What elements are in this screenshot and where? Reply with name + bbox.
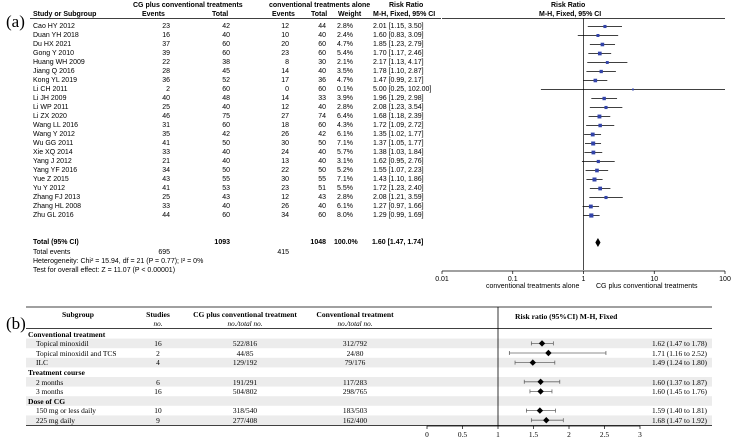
events1-cell: 37 [162, 41, 170, 48]
total1-col-header: Total [212, 11, 229, 18]
total1-cell: 40 [222, 158, 230, 165]
study-name: Li ZX 2020 [33, 113, 67, 120]
study-col-header: Study or Subgroup [33, 11, 97, 18]
ci-cell: 1.68 [1.18, 2.39] [373, 113, 424, 120]
total1-cell: 50 [222, 167, 230, 174]
weight-cell: 4.7% [337, 41, 353, 48]
events2-cell: 24 [281, 149, 289, 156]
subgroup-label: 225 mg daily [36, 415, 76, 425]
studies-cell: 6 [156, 377, 160, 387]
ci-cell-b: 1.62 (1.47 to 1.78) [652, 339, 708, 349]
events2-cell: 23 [281, 185, 289, 192]
events2-cell: 22 [281, 167, 289, 174]
events1-cell: 39 [162, 50, 170, 57]
point-estimate-b [537, 388, 543, 394]
subgroup-heading: Dose of CG [28, 396, 66, 406]
point-estimate [598, 187, 602, 191]
events1-cell: 28 [162, 68, 170, 75]
x-tick-label-b: 2.5 [599, 430, 610, 439]
conv-cell: 79/176 [344, 358, 366, 368]
conv-col-header: Conventional treatment [316, 310, 394, 319]
point-estimate [589, 213, 593, 217]
cg-cell: 191/291 [232, 377, 258, 387]
total1-cell: 60 [222, 122, 230, 129]
point-estimate [595, 169, 599, 173]
studies-col-header: Studies [146, 310, 170, 319]
events2-cell: 13 [281, 158, 289, 165]
events2-cell: 12 [281, 104, 289, 111]
ci-cell: 1.47 [0.99, 2.17] [373, 77, 424, 84]
rr-col-header: Risk ratio (95%CI) M-H, Fixed [515, 312, 618, 321]
events2-cell: 0 [285, 86, 289, 93]
total2-cell: 44 [318, 23, 326, 30]
studies-cell: 9 [156, 415, 160, 425]
ci-cell-b: 1.59 (1.40 to 1.81) [652, 406, 708, 416]
ci-cell: 1.62 [0.95, 2.76] [373, 158, 424, 165]
x-tick-label-b: 0.5 [457, 430, 468, 439]
total2-cell: 40 [318, 158, 326, 165]
ci-cell: 2.08 [1.21, 3.59] [373, 194, 424, 201]
events2-cell: 17 [281, 77, 289, 84]
cg-cell: 504/802 [232, 387, 258, 397]
conv-cell: 183/503 [342, 406, 368, 416]
ci-plot-header: M-H, Fixed, 95% CI [539, 11, 602, 18]
study-name: Zhu GL 2016 [33, 212, 74, 219]
total1-cell: 60 [222, 41, 230, 48]
total1-cell: 60 [222, 212, 230, 219]
weight-cell: 4.3% [337, 122, 353, 129]
events2-cell: 27 [281, 113, 289, 120]
total1-cell: 40 [222, 149, 230, 156]
total2-cell: 60 [318, 212, 326, 219]
cg-cell: 522/816 [232, 339, 258, 349]
point-estimate [598, 52, 602, 56]
weight-cell: 4.7% [337, 77, 353, 84]
weight-cell: 6.1% [337, 131, 353, 138]
events1-cell: 41 [162, 140, 170, 147]
studies-cell: 16 [154, 387, 162, 397]
total1-cell: 42 [222, 131, 230, 138]
total1-cell: 45 [222, 68, 230, 75]
ci-cell: 2.17 [1.13, 4.17] [373, 59, 424, 66]
cg-cell: 277/408 [232, 415, 258, 425]
cg-col-sub: no./total no. [227, 320, 263, 328]
studies-cell: 2 [156, 348, 160, 358]
events1-cell: 21 [162, 158, 170, 165]
rr-header-plot: Risk Ratio [551, 2, 586, 9]
subgroup-label: 150 mg or less daily [36, 406, 96, 416]
conv-cell: 298/765 [342, 387, 368, 397]
conv-cell: 24/80 [346, 348, 364, 358]
total1-cell: 60 [222, 50, 230, 57]
weight-cell: 5.7% [337, 149, 353, 156]
events1-cell: 43 [162, 176, 170, 183]
axis-label-right: CG plus conventional treatments [596, 283, 698, 290]
weight-cell: 6.4% [337, 113, 353, 120]
weight-cell: 5.2% [337, 167, 353, 174]
x-tick-label-a: 0.01 [435, 276, 449, 283]
study-name: Huang WH 2009 [33, 59, 85, 66]
group1-header: CG plus conventional treatments [133, 2, 243, 9]
x-tick-label-b: 2 [567, 430, 571, 439]
row-band [26, 396, 712, 406]
weight-cell: 2.8% [337, 23, 353, 30]
ci-cell: 1.70 [1.17, 2.46] [373, 50, 424, 57]
study-name: Wang LL 2016 [33, 122, 79, 129]
point-estimate [594, 79, 598, 83]
weight-cell: 2.1% [337, 59, 353, 66]
subgroup-label: ILC [36, 358, 48, 368]
study-name: Yang J 2012 [33, 158, 72, 165]
point-estimate [604, 196, 607, 199]
study-name: Yu Y 2012 [33, 185, 66, 192]
total-row-label: Total (95% CI) [33, 239, 79, 246]
overall-effect-text: Test for overall effect: Z = 11.07 (P < 0.00001) [33, 267, 176, 274]
ci-cell: 1.85 [1.23, 2.79] [373, 41, 424, 48]
events2-cell: 14 [281, 95, 289, 102]
total1-cell: 43 [222, 194, 230, 201]
point-estimate [592, 178, 596, 182]
ci-col-header: M-H, Fixed, 95% CI [373, 11, 436, 18]
events2-col-header: Events [272, 11, 295, 18]
total2-cell: 60 [318, 41, 326, 48]
x-tick-label-b: 0 [425, 430, 429, 439]
weight-cell: 7.1% [337, 140, 353, 147]
total1-cell: 60 [222, 86, 230, 93]
conv-cell: 312/792 [342, 339, 368, 349]
ci-cell-b: 1.68 (1.47 to 1.92) [652, 415, 708, 425]
total-weight: 100.0% [334, 239, 358, 246]
ci-cell-b: 1.60 (1.45 to 1.76) [652, 387, 708, 397]
heterogeneity-text: Heterogeneity: Chi² = 15.94, df = 21 (P = 0.77); I² = 0% [33, 258, 204, 265]
weight-cell: 0.1% [337, 86, 353, 93]
ci-cell: 2.01 [1.15, 3.50] [373, 23, 424, 30]
total1-cell: 55 [222, 176, 230, 183]
total2-cell: 30 [318, 59, 326, 66]
total2-col-header: Total [311, 11, 328, 18]
pooled-diamond [595, 238, 600, 247]
subgroup-heading: Conventional treatment [28, 329, 106, 339]
total-ci: 1.60 [1.47, 1.74] [372, 239, 424, 246]
total2-cell: 36 [318, 77, 326, 84]
events1-cell: 23 [162, 23, 170, 30]
events2-cell: 26 [281, 131, 289, 138]
x-tick-label-a: 1 [581, 276, 586, 283]
events2-cell: 10 [281, 32, 289, 39]
events2-cell: 30 [281, 176, 289, 183]
total2-cell: 60 [318, 86, 326, 93]
weight-cell: 2.8% [337, 104, 353, 111]
total1-value: 1093 [214, 239, 230, 246]
ci-cell-b: 1.71 (1.16 to 2.52) [652, 348, 708, 358]
study-name: Duan YH 2018 [33, 32, 79, 39]
cg-cell: 44/85 [236, 348, 254, 358]
events1-cell: 35 [162, 131, 170, 138]
study-name: Kong YL 2019 [33, 77, 77, 84]
cg-cell: 129/192 [232, 358, 258, 368]
total1-cell: 75 [222, 113, 230, 120]
events1-cell: 22 [162, 59, 170, 66]
total-events-2: 415 [277, 249, 289, 256]
events2-cell: 18 [281, 122, 289, 129]
total2-cell: 40 [318, 68, 326, 75]
point-estimate-b [537, 407, 543, 413]
subgroup-label: 2 months [36, 377, 64, 387]
ci-cell: 2.08 [1.23, 3.54] [373, 104, 424, 111]
total1-cell: 40 [222, 104, 230, 111]
ci-cell: 1.43 [1.10, 1.86] [373, 176, 424, 183]
study-name: Cao HY 2012 [33, 23, 75, 30]
events1-cell: 36 [162, 77, 170, 84]
axis-label-left: conventional treatments alone [486, 283, 580, 290]
total2-value: 1048 [310, 239, 326, 246]
total2-cell: 51 [318, 185, 326, 192]
point-estimate [591, 133, 595, 137]
events1-cell: 46 [162, 113, 170, 120]
x-tick-label-a: 0.1 [507, 276, 518, 283]
ci-cell: 1.78 [1.10, 2.87] [373, 68, 424, 75]
events1-cell: 34 [162, 167, 170, 174]
total1-cell: 52 [222, 77, 230, 84]
studies-cell: 16 [154, 339, 162, 349]
total2-cell: 40 [318, 104, 326, 111]
weight-col-header: Weight [338, 11, 362, 18]
weight-cell: 2.8% [337, 194, 353, 201]
events1-cell: 41 [162, 185, 170, 192]
total2-cell: 40 [318, 32, 326, 39]
x-tick-label-b: 1.5 [528, 430, 539, 439]
events1-cell: 25 [162, 104, 170, 111]
point-estimate [591, 142, 595, 146]
events1-cell: 33 [162, 149, 170, 156]
study-name: Li JH 2009 [33, 95, 67, 102]
total1-cell: 42 [222, 23, 230, 30]
ci-cell: 1.60 [0.83, 3.09] [373, 32, 424, 39]
ci-cell: 1.35 [1.02, 1.77] [373, 131, 424, 138]
study-name: Zhang HL 2008 [33, 203, 81, 210]
ci-cell: 1.27 [0.97, 1.66] [373, 203, 424, 210]
x-tick-label-a: 10 [650, 276, 659, 283]
cg-col-header: CG plus conventional treatment [193, 310, 297, 319]
ci-cell: 1.55 [1.07, 2.23] [373, 167, 424, 174]
subgroup-label: 3 months [36, 387, 64, 397]
total1-cell: 53 [222, 185, 230, 192]
events2-cell: 23 [281, 50, 289, 57]
events2-cell: 14 [281, 68, 289, 75]
events1-cell: 33 [162, 203, 170, 210]
conv-col-sub: no./total no. [337, 320, 373, 328]
ci-cell: 1.72 [1.23, 2.40] [373, 185, 424, 192]
point-estimate [597, 160, 600, 163]
events1-col-header: Events [142, 11, 165, 18]
study-name: Xie XQ 2014 [33, 149, 73, 156]
point-estimate [604, 106, 607, 109]
total2-cell: 50 [318, 167, 326, 174]
subgroup-label: Topical minoxidil [36, 339, 89, 349]
point-estimate [603, 25, 606, 28]
studies-cell: 10 [154, 406, 162, 416]
panel-label-a: (a) [6, 12, 25, 31]
events1-cell: 16 [162, 32, 170, 39]
conv-cell: 162/400 [342, 415, 368, 425]
total2-cell: 50 [318, 140, 326, 147]
x-tick-label-a: 100 [719, 276, 731, 283]
point-estimate [592, 151, 596, 155]
point-estimate [596, 34, 599, 37]
point-estimate [606, 61, 609, 64]
studies-cell: 4 [156, 358, 160, 368]
study-name: Yang YF 2016 [33, 167, 78, 174]
study-name: Wu GG 2011 [33, 140, 74, 147]
total2-cell: 60 [318, 122, 326, 129]
point-estimate [598, 124, 601, 127]
point-estimate [589, 205, 593, 209]
weight-cell: 8.0% [337, 212, 353, 219]
ci-cell: 1.72 [1.09, 2.72] [373, 122, 424, 129]
weight-cell: 5.4% [337, 50, 353, 57]
events2-cell: 12 [281, 194, 289, 201]
weight-cell: 3.5% [337, 68, 353, 75]
total1-cell: 40 [222, 32, 230, 39]
total2-cell: 55 [318, 176, 326, 183]
study-name: Li WP 2011 [33, 104, 69, 111]
weight-cell: 2.4% [337, 32, 353, 39]
events2-cell: 8 [285, 59, 289, 66]
study-name: Jiang Q 2016 [33, 68, 75, 75]
group2-header: conventional treatments alone [269, 2, 371, 9]
total-events-1: 695 [158, 249, 170, 256]
forest-plot-b [0, 305, 729, 441]
ci-cell: 1.38 [1.03, 1.84] [373, 149, 424, 156]
study-name: Li CH 2011 [33, 86, 68, 93]
studies-col-sub: no. [153, 320, 163, 328]
subgroup-heading: Treatment course [28, 367, 85, 377]
total2-cell: 33 [318, 95, 326, 102]
point-estimate [602, 97, 605, 100]
total-events-label: Total events [33, 249, 71, 256]
point-estimate [601, 43, 605, 47]
events2-cell: 26 [281, 203, 289, 210]
panel-label-b: (b) [6, 314, 26, 333]
events1-cell: 40 [162, 95, 170, 102]
weight-cell: 7.1% [337, 176, 353, 183]
events1-cell: 25 [162, 194, 170, 201]
events2-cell: 12 [281, 23, 289, 30]
total2-cell: 40 [318, 149, 326, 156]
ci-cell: 1.96 [1.29, 2.98] [373, 95, 424, 102]
study-name: Zhang FJ 2013 [33, 194, 81, 201]
x-tick-label-b: 1 [496, 430, 500, 439]
ci-cell: 1.37 [1.05, 1.77] [373, 140, 424, 147]
subgroup-label: Topical minoxidil and TCS [36, 348, 117, 358]
total1-cell: 40 [222, 203, 230, 210]
cg-cell: 318/540 [232, 406, 258, 416]
events2-cell: 20 [281, 41, 289, 48]
total1-cell: 50 [222, 140, 230, 147]
events2-cell: 34 [281, 212, 289, 219]
point-estimate [600, 70, 603, 73]
events1-cell: 31 [162, 122, 170, 129]
total1-cell: 48 [222, 95, 230, 102]
weight-cell: 3.9% [337, 95, 353, 102]
events2-cell: 30 [281, 140, 289, 147]
point-estimate [632, 89, 634, 91]
total1-cell: 38 [222, 59, 230, 66]
total2-cell: 74 [318, 113, 326, 120]
weight-cell: 6.1% [337, 203, 353, 210]
x-tick-label-b: 3 [638, 430, 642, 439]
weight-cell: 5.5% [337, 185, 353, 192]
total2-cell: 43 [318, 194, 326, 201]
study-name: Gong Y 2010 [33, 50, 75, 57]
total2-cell: 42 [318, 131, 326, 138]
events1-cell: 44 [162, 212, 170, 219]
ci-cell-b: 1.49 (1.24 to 1.80) [652, 358, 708, 368]
ci-cell-b: 1.60 (1.37 to 1.87) [652, 377, 708, 387]
events1-cell: 2 [166, 86, 170, 93]
ci-cell: 1.29 [0.99, 1.69] [373, 212, 424, 219]
study-name: Yue Z 2015 [33, 176, 69, 183]
study-name: Wang Y 2012 [33, 131, 75, 138]
subgroup-col-header: Subgroup [62, 310, 94, 319]
ci-cell: 5.00 [0.25, 102.00] [373, 86, 432, 93]
total2-cell: 40 [318, 203, 326, 210]
total2-cell: 60 [318, 50, 326, 57]
study-name: Du HX 2021 [33, 41, 72, 48]
point-estimate [598, 115, 602, 119]
weight-cell: 3.1% [337, 158, 353, 165]
rr-header: Risk Ratio [389, 2, 424, 9]
conv-cell: 117/283 [343, 377, 367, 387]
point-estimate-b [545, 350, 551, 356]
